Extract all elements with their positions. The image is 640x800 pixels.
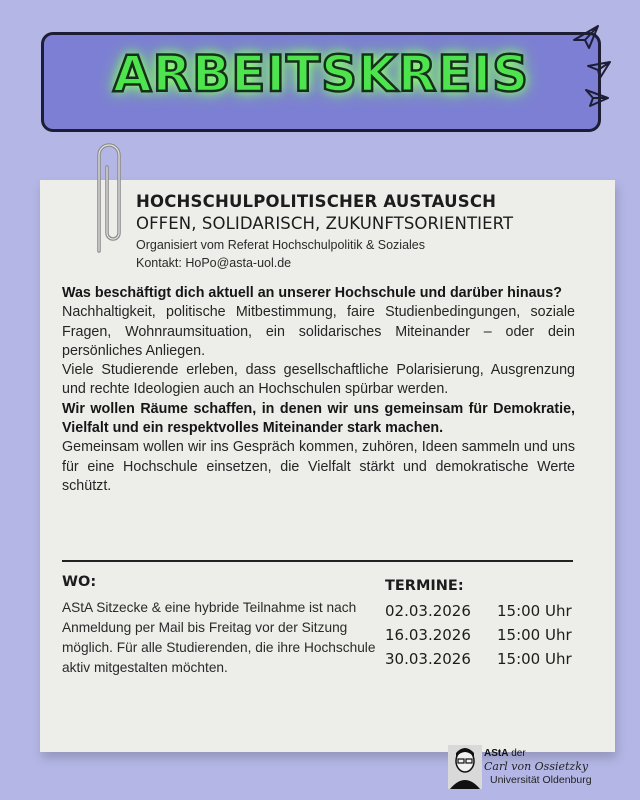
asta-logo: [448, 745, 598, 791]
date-value: 16.03.2026: [385, 626, 471, 644]
where-heading: WO:: [62, 574, 97, 590]
date-row: [385, 626, 572, 644]
date-value: 30.03.2026: [385, 650, 471, 668]
experience-text: Viele Studierende erleben, dass gesellschaftliche Polarisierung, Ausgrenzung und rechte Ideologien auch an Hochschulen spürbar werden.: [62, 362, 575, 398]
contact-text: Kontakt: HoPo@asta-uol.de: [136, 256, 292, 270]
divider: [62, 560, 573, 562]
heading-subtitle: OFFEN, SOLIDARISCH, ZUKUNFTSORIENTIERT: [136, 214, 514, 233]
paper-plane-icon: [572, 24, 600, 50]
time-value: 15:00 Uhr: [497, 626, 572, 644]
time-value: 15:00 Uhr: [497, 650, 572, 668]
time-value: 15:00 Uhr: [497, 602, 572, 620]
goal-text: Wir wollen Räume schaffen, in denen wir uns gemeinsam für Demokratie, Vielfalt und ein respektvolles Miteinander stark machen.: [62, 400, 575, 437]
paperclip-icon: [87, 133, 129, 253]
banner-title: ARBEITSKREIS: [112, 45, 530, 103]
heading-title: HOCHSCHULPOLITISCHER AUSTAUSCH: [136, 192, 497, 211]
logo-signature: Carl von Ossietzky: [484, 760, 589, 773]
topics-text: Nachhaltigkeit, politische Mitbestimmung, faire Studienbedingungen, soziale Fragen, Wohnraumsituation, ein solidarisches Miteinander – oder dein persönliches Anliegen.: [62, 304, 575, 359]
body-text: [62, 284, 575, 496]
dates-heading: TERMINE:: [385, 578, 464, 594]
date-value: 02.03.2026: [385, 602, 471, 620]
organizer-text: Organisiert vom Referat Hochschulpolitik & Soziales: [136, 238, 426, 252]
logo-university: Universität Oldenburg: [490, 774, 592, 786]
paper-plane-icon: [584, 86, 610, 108]
together-text: Gemeinsam wollen wir ins Gespräch kommen, zuhören, Ideen sammeln und uns für eine Hochschule einsetzen, die Vielfalt stärkt und demokratische Werte schützt.: [62, 439, 575, 494]
paper-plane-icon: [586, 58, 612, 80]
logo-asta-text: AStA der: [484, 748, 526, 759]
date-row: [385, 602, 572, 620]
note-header: [136, 192, 606, 270]
question-text: Was beschäftigt dich aktuell an unserer Hochschule und darüber hinaus?: [62, 285, 562, 301]
portrait-icon: [448, 745, 482, 789]
where-text: AStA Sitzecke & eine hybride Teilnahme ist nach Anmeldung per Mail bis Freitag vor der Sitzung möglich. Für alle Studierenden, die ihre Hochschule aktiv mitgestalten möchten.: [62, 600, 376, 675]
title-banner: [41, 32, 601, 132]
date-row: [385, 650, 572, 668]
